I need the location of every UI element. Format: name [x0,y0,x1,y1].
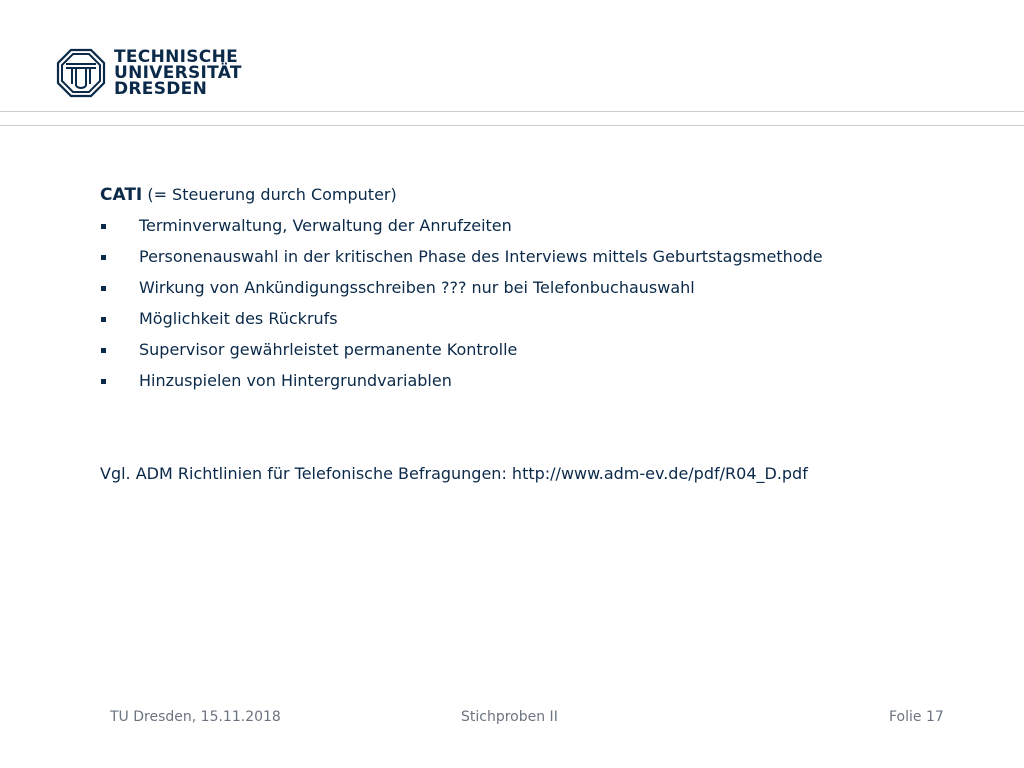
list-item-text: Terminverwaltung, Verwaltung der Anrufzeiten [139,216,512,235]
bullet-square-icon [101,255,106,260]
logo-wordmark [114,49,242,97]
list-item [100,370,980,392]
bullet-square-icon [101,379,106,384]
list-item [100,308,980,330]
logo-line-2: UNIVERSITÄT [114,63,242,83]
list-item-text: Wirkung von Ankündigungsschreiben ??? nur bei Telefonbuchauswahl [139,278,695,297]
list-item-text: Möglichkeit des Rückrufs [139,309,338,328]
list-item-text: Supervisor gewährleistet permanente Kontrolle [139,340,518,359]
list-item-text: Hinzuspielen von Hintergrundvariablen [139,371,452,390]
logo-line-3: DRESDEN [114,79,208,99]
header-divider-bottom [0,125,1024,126]
footer-title: Stichproben II [461,709,558,725]
footer-date: TU Dresden, 15.11.2018 [110,709,281,725]
list-item [100,215,980,237]
header-divider-top [0,111,1024,112]
bullet-square-icon [101,224,106,229]
bullet-list [100,215,980,392]
heading-keyword: CATI [100,185,143,205]
list-item-text: Personenauswahl in der kritischen Phase des Interviews mittels Geburtstagsmethode [139,247,823,266]
list-item [100,246,980,268]
heading-description: (= Steuerung durch Computer) [142,185,397,204]
list-item [100,339,980,361]
footer-slide-number: Folie 17 [889,709,944,725]
reference-text: Vgl. ADM Richtlinien für Telefonische Befragungen: http://www.adm-ev.de/pdf/R04_D.pdf [100,464,808,483]
tu-dresden-emblem-icon [56,48,106,98]
slide-heading [100,184,980,206]
slide-content [100,184,980,401]
tu-dresden-logo [56,47,242,99]
bullet-square-icon [101,348,106,353]
bullet-square-icon [101,317,106,322]
bullet-square-icon [101,286,106,291]
list-item [100,277,980,299]
logo-line-1: TECHNISCHE [114,47,239,67]
